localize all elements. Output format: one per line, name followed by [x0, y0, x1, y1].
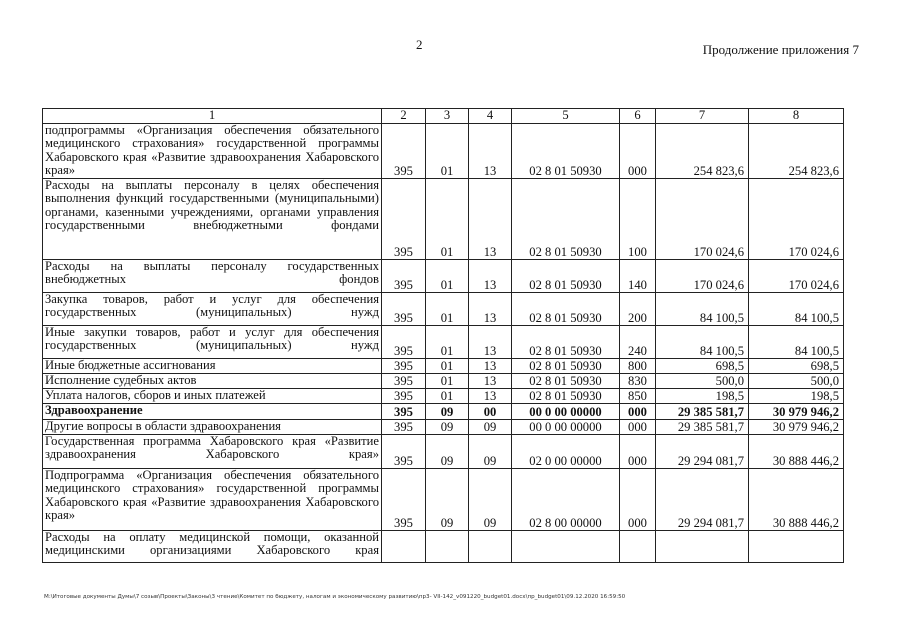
row-name-cell: Исполнение судебных актов — [43, 374, 382, 389]
cell-c6: 100 — [620, 179, 656, 260]
row-name-cell: Расходы на выплаты персоналу государственных внебюджетных фондов — [43, 260, 382, 293]
table-row — [43, 124, 844, 179]
cell-c2: 395 — [382, 374, 426, 389]
cell-c2: 395 — [382, 124, 426, 179]
cell-c8: 30 888 446,2 — [749, 469, 844, 531]
cell-c4: 13 — [469, 260, 512, 293]
column-header: 2 — [382, 109, 426, 124]
cell-c2: 395 — [382, 179, 426, 260]
cell-c5 — [512, 531, 620, 563]
table-row — [43, 435, 844, 469]
cell-c5: 02 8 01 50930 — [512, 179, 620, 260]
cell-c6: 830 — [620, 374, 656, 389]
cell-c7: 170 024,6 — [656, 260, 749, 293]
cell-c5: 02 8 01 50930 — [512, 359, 620, 374]
cell-c6: 200 — [620, 293, 656, 326]
column-header: 7 — [656, 109, 749, 124]
row-name-cell: Закупка товаров, работ и услуг для обеспечения государственных (муниципальных) нужд — [43, 293, 382, 326]
cell-c2: 395 — [382, 293, 426, 326]
cell-c6: 000 — [620, 404, 656, 420]
budget-table — [42, 108, 844, 563]
cell-c3: 01 — [426, 359, 469, 374]
cell-c4: 09 — [469, 469, 512, 531]
appendix-continuation-note: Продолжение приложения 7 — [702, 42, 859, 57]
cell-c3: 01 — [426, 124, 469, 179]
cell-c3: 01 — [426, 374, 469, 389]
cell-c8: 84 100,5 — [749, 326, 844, 359]
cell-c5: 02 8 01 50930 — [512, 389, 620, 404]
cell-c8: 254 823,6 — [749, 124, 844, 179]
cell-c8: 170 024,6 — [749, 179, 844, 260]
table-row — [43, 420, 844, 435]
cell-c4: 13 — [469, 179, 512, 260]
cell-c3: 01 — [426, 260, 469, 293]
cell-c2 — [382, 531, 426, 563]
row-name-cell: Расходы на выплаты персоналу в целях обеспечения выполнения функций государственными (муниципальными) органами, казенными учреждениями, органами управления государственными внебюджетными фондами — [43, 179, 382, 260]
cell-c2: 395 — [382, 389, 426, 404]
cell-c4: 09 — [469, 435, 512, 469]
cell-c8: 170 024,6 — [749, 260, 844, 293]
cell-c3: 09 — [426, 420, 469, 435]
cell-c5: 02 8 00 00000 — [512, 469, 620, 531]
table-header-row — [43, 109, 844, 124]
table-row — [43, 179, 844, 260]
cell-c7: 29 385 581,7 — [656, 404, 749, 420]
cell-c8: 198,5 — [749, 389, 844, 404]
cell-c3: 01 — [426, 179, 469, 260]
table-row — [43, 293, 844, 326]
cell-c5: 02 8 01 50930 — [512, 260, 620, 293]
cell-c4 — [469, 531, 512, 563]
cell-c7: 84 100,5 — [656, 293, 749, 326]
cell-c4: 09 — [469, 420, 512, 435]
row-name-cell: Иные бюджетные ассигнования — [43, 359, 382, 374]
column-header: 4 — [469, 109, 512, 124]
table-row — [43, 359, 844, 374]
cell-c2: 395 — [382, 260, 426, 293]
cell-c7: 29 385 581,7 — [656, 420, 749, 435]
row-name-cell: Иные закупки товаров, работ и услуг для обеспечения государственных (муниципальных) нужд — [43, 326, 382, 359]
cell-c8: 500,0 — [749, 374, 844, 389]
cell-c5: 02 0 00 00000 — [512, 435, 620, 469]
row-name-cell: Государственная программа Хабаровского края «Развитие здравоохранения Хабаровского края» — [43, 435, 382, 469]
cell-c7: 29 294 081,7 — [656, 435, 749, 469]
cell-c8: 84 100,5 — [749, 293, 844, 326]
table-row — [43, 374, 844, 389]
cell-c6: 140 — [620, 260, 656, 293]
cell-c2: 395 — [382, 359, 426, 374]
column-header: 3 — [426, 109, 469, 124]
table-row — [43, 531, 844, 563]
cell-c4: 13 — [469, 374, 512, 389]
cell-c6: 000 — [620, 469, 656, 531]
file-path-footer: М:\Итоговые документы Думы\7 созыв\Проекты\Законы\3 чтение\Комитет по бюджету, налогам и экономическому развитию\пр3- VII-142_v091220_budget01.docx\пр_budget01\09.12.2020 16:59:50 — [44, 594, 626, 600]
cell-c3: 01 — [426, 293, 469, 326]
cell-c6: 800 — [620, 359, 656, 374]
cell-c5: 02 8 01 50930 — [512, 326, 620, 359]
cell-c8: 698,5 — [749, 359, 844, 374]
cell-c6 — [620, 531, 656, 563]
cell-c8 — [749, 531, 844, 563]
row-name-cell: подпрограммы «Организация обеспечения обязательного медицинского страхования» государственной программы Хабаровского края «Развитие здравоохранения Хабаровского края» — [43, 124, 382, 179]
cell-c7: 500,0 — [656, 374, 749, 389]
cell-c2: 395 — [382, 420, 426, 435]
cell-c8: 30 979 946,2 — [749, 404, 844, 420]
cell-c3: 09 — [426, 404, 469, 420]
cell-c3: 09 — [426, 469, 469, 531]
cell-c6: 000 — [620, 435, 656, 469]
cell-c5: 00 0 00 00000 — [512, 404, 620, 420]
cell-c4: 13 — [469, 293, 512, 326]
column-header: 1 — [43, 109, 382, 124]
cell-c2: 395 — [382, 435, 426, 469]
cell-c3: 09 — [426, 435, 469, 469]
cell-c4: 00 — [469, 404, 512, 420]
cell-c4: 13 — [469, 124, 512, 179]
cell-c2: 395 — [382, 404, 426, 420]
table-row — [43, 260, 844, 293]
cell-c5: 02 8 01 50930 — [512, 374, 620, 389]
cell-c4: 13 — [469, 326, 512, 359]
column-header: 8 — [749, 109, 844, 124]
cell-c7: 170 024,6 — [656, 179, 749, 260]
cell-c3 — [426, 531, 469, 563]
column-header: 5 — [512, 109, 620, 124]
cell-c7: 198,5 — [656, 389, 749, 404]
page-number: 2 — [416, 37, 423, 52]
cell-c8: 30 979 946,2 — [749, 420, 844, 435]
table-row — [43, 404, 844, 420]
cell-c4: 13 — [469, 389, 512, 404]
row-name-cell: Другие вопросы в области здравоохранения — [43, 420, 382, 435]
cell-c6: 850 — [620, 389, 656, 404]
cell-c7 — [656, 531, 749, 563]
row-name-cell: Расходы на оплату медицинской помощи, оказанной медицинскими организациями Хабаровского края — [43, 531, 382, 563]
table-row — [43, 326, 844, 359]
row-name-cell: Здравоохранение — [43, 404, 382, 420]
cell-c7: 84 100,5 — [656, 326, 749, 359]
column-header: 6 — [620, 109, 656, 124]
cell-c2: 395 — [382, 326, 426, 359]
cell-c2: 395 — [382, 469, 426, 531]
cell-c3: 01 — [426, 389, 469, 404]
cell-c5: 02 8 01 50930 — [512, 293, 620, 326]
cell-c6: 000 — [620, 420, 656, 435]
cell-c5: 02 8 01 50930 — [512, 124, 620, 179]
row-name-cell: Уплата налогов, сборов и иных платежей — [43, 389, 382, 404]
cell-c8: 30 888 446,2 — [749, 435, 844, 469]
table-row — [43, 469, 844, 531]
cell-c6: 240 — [620, 326, 656, 359]
cell-c7: 254 823,6 — [656, 124, 749, 179]
cell-c3: 01 — [426, 326, 469, 359]
table-row — [43, 389, 844, 404]
cell-c7: 698,5 — [656, 359, 749, 374]
cell-c4: 13 — [469, 359, 512, 374]
cell-c7: 29 294 081,7 — [656, 469, 749, 531]
cell-c5: 00 0 00 00000 — [512, 420, 620, 435]
cell-c6: 000 — [620, 124, 656, 179]
row-name-cell: Подпрограмма «Организация обеспечения обязательного медицинского страхования» государственной программы Хабаровского края «Развитие здравоохранения Хабаровского края» — [43, 469, 382, 531]
